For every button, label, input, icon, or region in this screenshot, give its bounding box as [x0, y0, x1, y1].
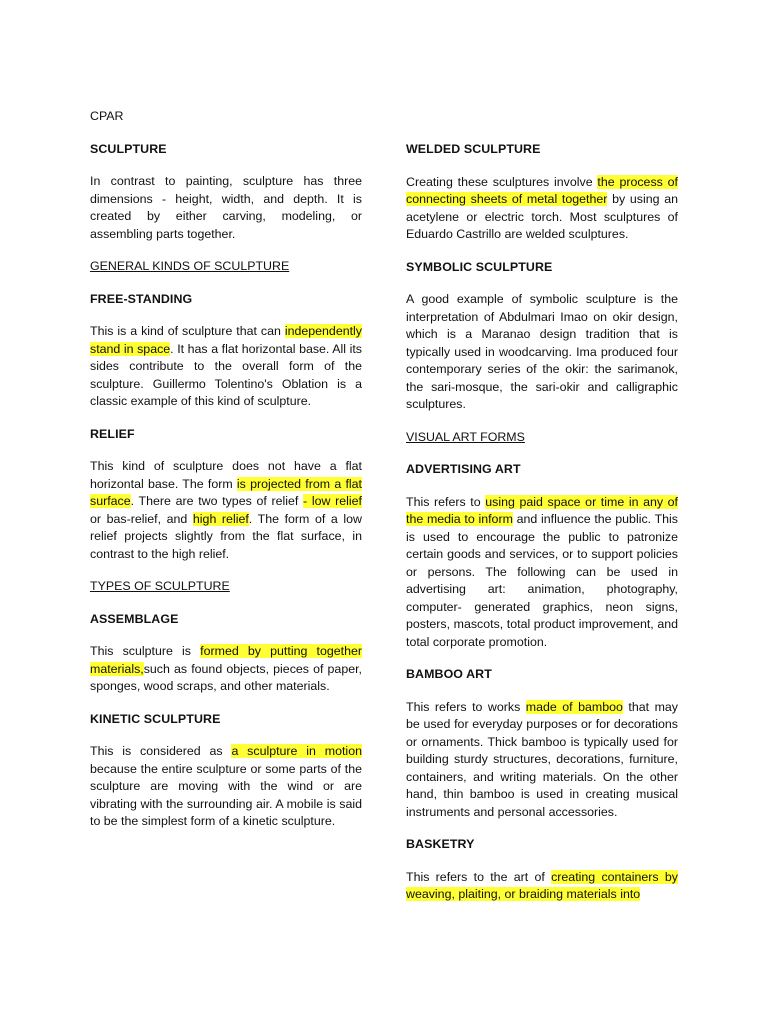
- highlight: is projected from a flat surface: [90, 476, 362, 508]
- basketry-paragraph: [406, 869, 678, 904]
- text-run: by using an acetylene or electric torch. Most sculptures of Eduardo Castrillo are welded sculptures.: [406, 192, 678, 241]
- assemblage-paragraph: [90, 643, 362, 696]
- text-run: and influence the public. This is used to encourage the public to patronize certain goods and services, or to support policies or persons. The following can be used in advertising art: animation, photography, computer- generated graphics, neon signs, posters, mascots, total product improvement, and total corporate promotion.: [406, 512, 678, 649]
- kinetic-heading: KINETIC SCULPTURE: [90, 711, 221, 726]
- text-run: This kind of sculpture does not have a flat horizontal base. The form: [90, 459, 362, 491]
- highlight: - low relief: [303, 494, 362, 508]
- bamboo-paragraph: [406, 699, 678, 822]
- text-run: because the entire sculpture or some parts of the sculpture are moving with the wind or are vibrating with the surrounding air. A mobile is said to be the simplest form of a kinetic sculpture.: [90, 761, 362, 828]
- text-run: . It has a flat horizontal base. All its sides contribute to the overall form of the sculpture. Guillermo Tolentino's Oblation is a classic example of this kind of sculpture.: [90, 341, 362, 408]
- highlight: independently stand in space: [90, 324, 362, 356]
- welded-paragraph: [406, 174, 678, 244]
- assemblage-heading: ASSEMBLAGE: [90, 611, 179, 626]
- welded-heading: WELDED SCULPTURE: [406, 142, 541, 156]
- highlight: the process of connecting sheets of metal together: [406, 174, 678, 206]
- free-standing-paragraph: [90, 323, 362, 411]
- text-run: This refers to: [406, 494, 486, 509]
- text-run: that may be used for everyday purposes or for decorations or ornaments. Thick bamboo is typically used for building sturdy structures, decorations, furniture, containers, and writing materials. On the other hand, thin bamboo is used in creating musical instruments and personal accessories.: [406, 699, 679, 819]
- highlight: a sculpture in motion: [231, 744, 362, 758]
- highlight: made of bamboo: [525, 699, 623, 714]
- basketry-heading: BASKETRY: [406, 837, 475, 851]
- text-run: This refers to works: [406, 699, 526, 714]
- text-run: This sculpture is: [90, 644, 201, 658]
- free-standing-heading: FREE-STANDING: [90, 291, 193, 306]
- text-run: . The form of a low relief projects slightly from the flat surface, in contrast to the high relief.: [90, 511, 362, 561]
- text-run: This is considered as: [90, 744, 232, 758]
- types-heading: TYPES OF SCULPTURE: [90, 579, 230, 593]
- text-run: such as found objects, pieces of paper, sponges, wood scraps, and other materials.: [90, 661, 362, 693]
- text-run: This refers to the art of: [406, 869, 552, 884]
- symbolic-paragraph: A good example of symbolic sculpture is the interpretation of Abdulmari Imao on okir design, which is a Maranao design tradition that is typically used in woodcarving. Ima produced four contemporary series of the okir: the sarimanok, the sari-mosque, the sari-okir and calligraphic sculptures.: [406, 292, 678, 411]
- visual-art-forms-heading: VISUAL ART FORMS: [406, 429, 525, 444]
- text-run: This is a kind of sculpture that can: [90, 324, 285, 338]
- sculpture-paragraph: In contrast to painting, sculpture has three dimensions - height, width, and depth. It is created by either carving, modeling, or assembling parts together.: [90, 174, 362, 241]
- advertising-paragraph: [406, 494, 678, 652]
- sculpture-heading: SCULPTURE: [90, 141, 167, 156]
- kinetic-paragraph: [90, 743, 362, 831]
- advertising-heading: ADVERTISING ART: [406, 462, 521, 476]
- highlight: creating containers by weaving, plaiting, or braiding materials into: [406, 869, 678, 901]
- bamboo-heading: BAMBOO ART: [406, 667, 492, 681]
- text-run: or bas-relief, and: [90, 511, 193, 526]
- highlight: formed by putting together materials,: [90, 644, 362, 676]
- highlight: using paid space or time in any of the media to inform: [406, 494, 678, 526]
- general-kinds-heading: GENERAL KINDS OF SCULPTURE: [90, 259, 290, 273]
- right-column: [406, 141, 678, 919]
- left-column: [90, 108, 362, 846]
- course-label: CPAR: [90, 109, 124, 123]
- relief-heading: RELIEF: [90, 426, 135, 441]
- relief-paragraph: [90, 458, 362, 563]
- text-run: Creating these sculptures involve: [406, 174, 598, 189]
- symbolic-heading: SYMBOLIC SCULPTURE: [406, 259, 553, 274]
- text-run: . There are two types of relief: [130, 494, 304, 508]
- highlight: high relief: [192, 511, 249, 526]
